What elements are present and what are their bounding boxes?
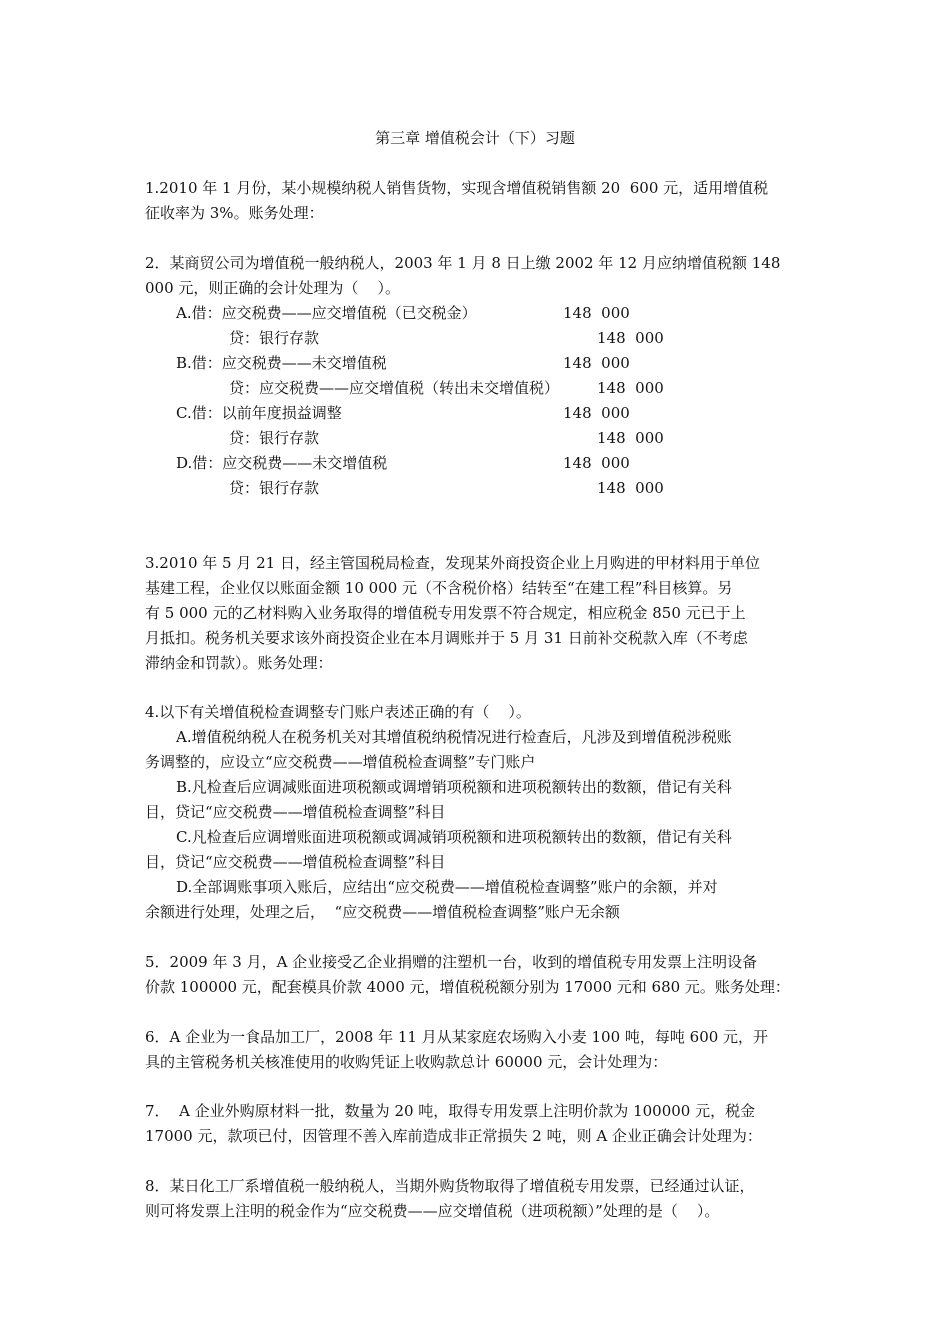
option-b-credit-amount: 148 000 [597, 379, 664, 397]
question-2-line-1: 2．某商贸公司为增值税一般纳税人，2003 年 1 月 8 日上缴 2002 年 12 月应纳增值税额 148 [145, 254, 781, 272]
question-3-line-3: 有 5 000 元的乙材料购入业务取得的增值税专用发票不符合规定，相应税金 850 元已于上 [145, 604, 746, 622]
question-7-line-1: 7． A 企业外购原材料一批，数量为 20 吨，取得专用发票上注明价款为 100000 元，税金 [145, 1102, 756, 1120]
question-6-line-2: 具的主管税务机关核准使用的收购凭证上收购款总计 60000 元，会计处理为： [145, 1053, 668, 1071]
option-a-credit-amount: 148 000 [597, 329, 664, 347]
question-4-line-1: 4.以下有关增值税检查调整专门账户表述正确的有（ ）。 [145, 703, 531, 721]
option-d-credit: 贷：银行存款 [229, 479, 320, 497]
option-a-debit-amount: 148 000 [563, 304, 630, 322]
question-4-option-c-line-1: C.凡检查后应调增账面进项税额或调减销项税额和进项税额转出的数额，借记有关科 [176, 828, 732, 846]
question-4-option-b-line-1: B.凡检查后应调减账面进项税额或调增销项税额和进项税额转出的数额，借记有关科 [176, 778, 732, 796]
question-8-line-2: 则可将发票上注明的税金作为“应交税费——应交增值税（进项税额）”处理的是（ ）。 [145, 1202, 720, 1220]
question-4-option-d-line-1: D.全部调账事项入账后，应结出“应交税费——增值税检查调整”账户的余额，并对 [176, 878, 718, 896]
question-3-line-2: 基建工程，企业仅以账面金额 10 000 元（不含税价格）结转至“在建工程”科目核算。另 [145, 579, 733, 597]
option-a-credit: 贷：银行存款 [229, 329, 320, 347]
option-c-debit-amount: 148 000 [563, 404, 630, 422]
question-4-option-a-line-2: 务调整的，应设立“应交税费——增值税检查调整”专门账户 [145, 753, 536, 771]
page-title: 第三章 增值税会计（下）习题 [375, 129, 575, 147]
question-8-line-1: 8．某日化工厂系增值税一般纳税人，当期外购货物取得了增值税专用发票，已经通过认证， [145, 1177, 755, 1195]
option-c-credit: 贷：银行存款 [229, 429, 320, 447]
option-b-credit: 贷：应交税费——应交增值税（转出未交增值税） [229, 379, 560, 397]
question-3-line-1: 3.2010 年 5 月 21 日，经主管国税局检查，发现某外商投资企业上月购进的甲材料用于单位 [145, 554, 760, 572]
option-b-debit: B.借：应交税费——未交增值税 [176, 354, 387, 372]
question-4-option-c-line-2: 目，贷记“应交税费——增值税检查调整”科目 [145, 853, 446, 871]
option-b-debit-amount: 148 000 [563, 354, 630, 372]
option-d-debit-amount: 148 000 [563, 454, 630, 472]
question-6-line-1: 6．A 企业为一食品加工厂，2008 年 11 月从某家庭农场购入小麦 100 吨，每吨 600 元，开 [145, 1028, 769, 1046]
question-1-line-2: 征收率为 3%。账务处理： [145, 204, 324, 222]
question-3-line-4: 月抵扣。税务机关要求该外商投资企业在本月调账并于 5 月 31 日前补交税款入库（不考虑 [145, 629, 748, 647]
question-4-option-d-line-2: 余额进行处理，处理之后， “应交税费——增值税检查调整”账户无余额 [145, 903, 620, 921]
option-c-debit: C.借：以前年度损益调整 [176, 404, 342, 422]
question-5-line-2: 价款 100000 元，配套模具价款 4000 元，增值税税额分别为 17000 元和 680 元。账务处理： [145, 978, 790, 996]
question-2-line-2: 000 元，则正确的会计处理为（ ）。 [145, 279, 400, 297]
question-4-option-b-line-2: 目，贷记“应交税费——增值税检查调整”科目 [145, 803, 446, 821]
question-3-line-5: 滞纳金和罚款）。账务处理： [145, 654, 333, 672]
question-1-line-1: 1.2010 年 1 月份，某小规模纳税人销售货物，实现含增值税销售额 20 600 元，适用增值税 [145, 179, 769, 197]
option-d-debit: D.借：应交税费——未交增值税 [176, 454, 388, 472]
question-5-line-1: 5．2009 年 3 月，A 企业接受乙企业捐赠的注塑机一台，收到的增值税专用发票上注明设备 [145, 953, 758, 971]
option-d-credit-amount: 148 000 [597, 479, 664, 497]
option-c-credit-amount: 148 000 [597, 429, 664, 447]
question-7-line-2: 17000 元，款项已付，因管理不善入库前造成非正常损失 2 吨，则 A 企业正确会计处理为： [145, 1127, 762, 1145]
question-4-option-a-line-1: A.增值税纳税人在税务机关对其增值税纳税情况进行检查后，凡涉及到增值税涉税账 [176, 728, 732, 746]
option-a-debit: A.借：应交税费——应交增值税（已交税金） [176, 304, 477, 322]
